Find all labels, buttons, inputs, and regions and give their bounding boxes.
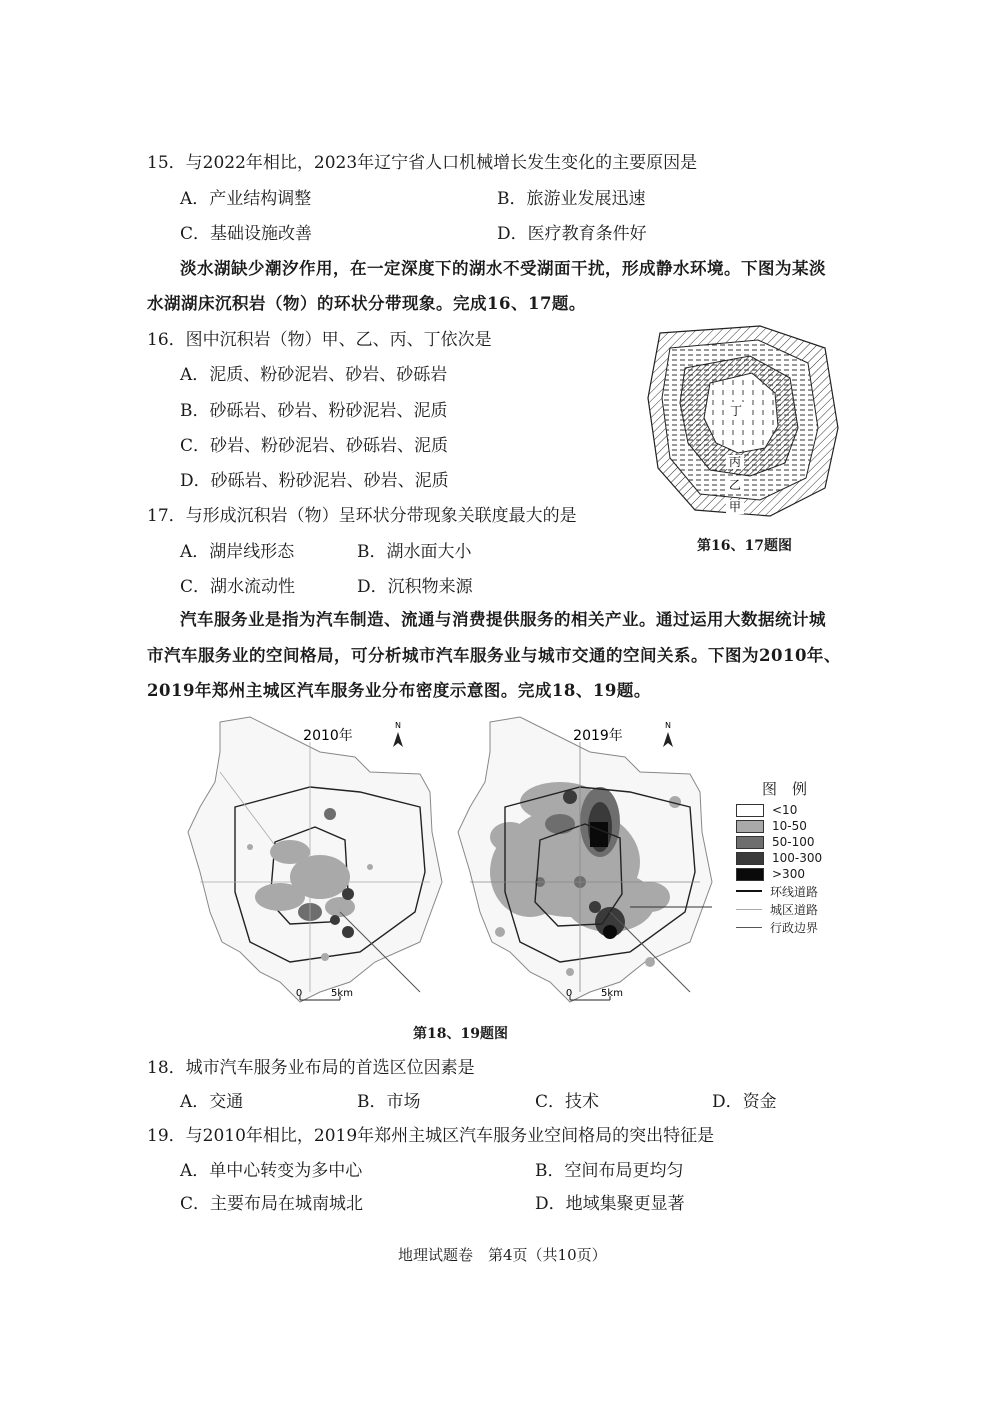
legend-line-ring-road: 环线道路 xyxy=(736,882,846,900)
label-ding: 丁 xyxy=(729,404,743,418)
q16-option-d: D．砂砾岩、粉砂泥岩、砂岩、泥质 xyxy=(180,471,449,491)
legend-line-swatch xyxy=(736,890,762,892)
svg-text:5km: 5km xyxy=(601,988,623,999)
legend-swatch xyxy=(736,868,764,881)
passage2-line3: 2019年郑州主城区汽车服务业分布密度示意图。完成18、19题。 xyxy=(147,681,651,700)
legend-swatch xyxy=(736,836,764,849)
map-2010-year: 2010年 xyxy=(303,728,353,744)
label-bing: 丙 xyxy=(728,455,742,469)
label-yi: 乙 xyxy=(728,478,742,492)
q16-option-b: B．砂砾岩、砂岩、粉砂泥岩、泥质 xyxy=(180,401,448,421)
q18-stem: 18．城市汽车服务业布局的首选区位因素是 xyxy=(147,1058,475,1078)
legend-item-gt300: >300 xyxy=(736,866,846,882)
map-2019-year: 2019年 xyxy=(573,728,623,744)
label-jia: 甲 xyxy=(728,500,742,514)
legend-title: 图 例 xyxy=(762,780,808,798)
svg-text:0: 0 xyxy=(565,988,573,999)
legend xyxy=(736,802,846,936)
page-footer: 地理试题卷 第4页（共10页） xyxy=(398,1246,607,1264)
q16-option-a: A．泥质、粉砂泥岩、砂岩、砂砾岩 xyxy=(180,365,448,385)
legend-line-swatch xyxy=(736,909,762,910)
q15-stem: 15．与2022年相比，2023年辽宁省人口机械增长发生变化的主要原因是 xyxy=(147,153,698,173)
q19-stem: 19．与2010年相比，2019年郑州主城区汽车服务业空间格局的突出特征是 xyxy=(147,1126,715,1146)
lake-sediment-figure xyxy=(640,318,845,523)
q17-option-c: C．湖水流动性 xyxy=(180,577,296,597)
legend-line-swatch xyxy=(736,927,762,928)
q17-option-d: D．沉积物来源 xyxy=(357,577,473,597)
q19-option-d: D．地域集聚更显著 xyxy=(535,1194,685,1214)
svg-text:5km: 5km xyxy=(331,988,353,999)
q15-option-b: B．旅游业发展迅速 xyxy=(497,189,646,209)
q16-option-c: C．砂岩、粉砂泥岩、砂砾岩、泥质 xyxy=(180,436,449,456)
passage2-line2: 市汽车服务业的空间格局，可分析城市汽车服务业与城市交通的空间关系。下图为2010年、 xyxy=(147,646,841,665)
svg-text:0: 0 xyxy=(295,988,303,999)
q15-option-d: D．医疗教育条件好 xyxy=(497,224,647,244)
maps-caption: 第18、19题图 xyxy=(413,1026,508,1042)
map-2010 xyxy=(188,717,442,1002)
q18-option-a: A．交通 xyxy=(180,1092,244,1112)
legend-item-lt10: <10 xyxy=(736,802,846,818)
q15-option-c: C．基础设施改善 xyxy=(180,224,313,244)
q18-option-c: C．技术 xyxy=(535,1092,600,1112)
legend-line-admin-boundary: 行政边界 xyxy=(736,918,846,936)
legend-line-urban-road: 城区道路 xyxy=(736,900,846,918)
north-arrow-icon xyxy=(663,721,673,747)
passage1-line2: 水湖湖床沉积岩（物）的环状分带现象。完成16、17题。 xyxy=(147,294,586,313)
q19-option-a: A．单中心转变为多中心 xyxy=(180,1161,363,1181)
zhengzhou-maps xyxy=(180,712,740,1012)
q15-option-a: A．产业结构调整 xyxy=(180,189,312,209)
lake-figure-caption: 第16、17题图 xyxy=(697,538,792,554)
svg-text:N: N xyxy=(665,721,671,730)
q17-stem: 17．与形成沉积岩（物）呈环状分带现象关联度最大的是 xyxy=(147,506,577,526)
north-arrow-icon xyxy=(393,721,403,747)
map-2019 xyxy=(458,717,712,1002)
q17-option-a: A．湖岸线形态 xyxy=(180,542,295,562)
q16-stem: 16．图中沉积岩（物）甲、乙、丙、丁依次是 xyxy=(147,330,492,350)
q19-option-b: B．空间布局更均匀 xyxy=(535,1161,684,1181)
legend-swatch xyxy=(736,852,764,865)
legend-item-100-300: 100-300 xyxy=(736,850,846,866)
legend-swatch xyxy=(736,820,764,833)
legend-swatch xyxy=(736,804,764,817)
legend-item-10-50: 10-50 xyxy=(736,818,846,834)
legend-item-50-100: 50-100 xyxy=(736,834,846,850)
q19-option-c: C．主要布局在城南城北 xyxy=(180,1194,364,1214)
q18-option-d: D．资金 xyxy=(712,1092,777,1112)
passage2-line1: 汽车服务业是指为汽车制造、流通与消费提供服务的相关产业。通过运用大数据统计城 xyxy=(180,610,826,629)
passage1-line1: 淡水湖缺少潮汐作用，在一定深度下的湖水不受湖面干扰，形成静水环境。下图为某淡 xyxy=(180,259,826,278)
q18-option-b: B．市场 xyxy=(357,1092,421,1112)
svg-text:N: N xyxy=(395,721,401,730)
q17-option-b: B．湖水面大小 xyxy=(357,542,472,562)
